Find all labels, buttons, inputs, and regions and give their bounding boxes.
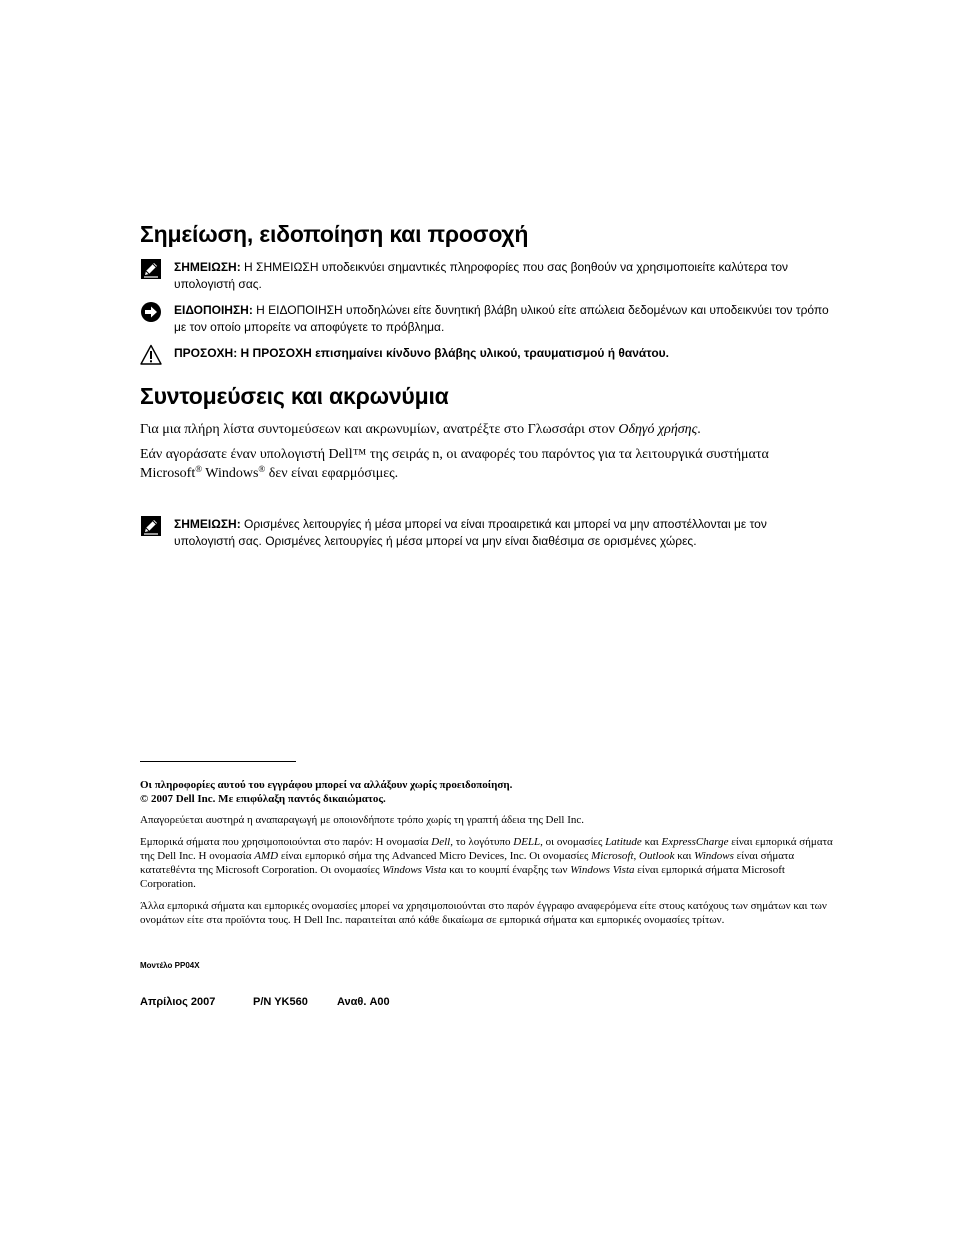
tm-name: Dell — [431, 836, 451, 848]
n-series-paragraph — [140, 445, 830, 483]
note-block-features — [140, 516, 830, 550]
publish-date: Απρίλιος 2007 — [140, 996, 216, 1008]
note-block — [140, 259, 830, 293]
copyright-line: © 2007 Dell Inc. Με επιφύλαξη παντός δικαιώματος. — [140, 793, 386, 805]
tm-text: , — [633, 850, 640, 862]
section-title-abbreviations: Συντομεύσεις και ακρωνύμια — [140, 383, 449, 409]
tm-name: Windows Vista — [382, 864, 447, 876]
tm-text: , το λογότυπο — [450, 836, 514, 848]
note-label: ΣΗΜΕΙΩΣΗ: — [174, 260, 241, 274]
caution-text: Η ΠΡΟΣΟΧΗ επισημαίνει κίνδυνο βλάβης υλικού, τραυματισμού ή θανάτου. — [237, 346, 669, 360]
notice-arrow-icon — [140, 301, 162, 323]
tm-text: και — [674, 850, 695, 862]
tm-text: είναι εμπορικό σήμα της Advanced Micro Devices, Inc. Οι ονομασίες — [278, 850, 592, 862]
note-label: ΣΗΜΕΙΩΣΗ: — [174, 517, 241, 531]
notice-text: Η ΕΙΔΟΠΟΙΗΣΗ υποδηλώνει είτε δυνητική βλάβη υλικού είτε απώλεια δεδομένων και υποδεικνύει τον τρόπο με τον οποίο μπορείτε να αποφύγετε το πρόβλημα. — [174, 303, 829, 334]
part-number: P/N YK560 — [253, 996, 308, 1008]
notice-label: ΕΙΔΟΠΟΙΗΣΗ: — [174, 303, 253, 317]
tm-text: είναι εμπορικά σήματα της Dell Inc. Η ονομασία — [140, 836, 833, 862]
document-footer — [140, 996, 390, 1008]
note-text: Ορισμένες λειτουργίες ή μέσα μπορεί να είναι προαιρετικά και μπορεί να μην αποστέλλονται με τον υπολογιστή σας. Ορισμένες λειτουργίες ή μέσα μπορεί να μην είναι διαθέσιμα σε ορισμένες χώρες. — [174, 517, 767, 548]
tm-name: Outlook — [639, 850, 675, 862]
tm-name: Microsoft — [591, 850, 634, 862]
tm-name: DELL — [513, 836, 541, 848]
reproduction-notice: Απαγορεύεται αυστηρά η αναπαραγωγή με οποιονδήποτε τρόπο χωρίς τη γραπτή άδεια της Dell Inc. — [140, 814, 585, 826]
para2-text-c: δεν είναι εφαρμόσιμες. — [265, 466, 399, 481]
tm-text: , οι ονομασίες — [540, 836, 606, 848]
footnote-divider — [140, 761, 296, 762]
tm-name: ExpressCharge — [661, 836, 729, 848]
users-guide-reference: Οδηγό χρήσης — [618, 422, 698, 437]
para1-end: . — [697, 422, 701, 437]
tm-name: Windows — [694, 850, 734, 862]
para2-text-b: Windows — [202, 466, 259, 481]
section-title-notes: Σημείωση, ειδοποίηση και προσοχή — [140, 221, 529, 247]
caution-label: ΠΡΟΣΟΧΗ: — [174, 346, 238, 360]
revision: Αναθ. A00 — [337, 996, 390, 1008]
para2-text-a: Εάν αγοράσατε έναν υπολογιστή Dell™ της σειράς n, οι αναφορές του παρόντος για τα λειτουργικά συστήματα Microsoft — [140, 447, 769, 481]
model-number: Μοντέλο PP04X — [140, 961, 200, 970]
tm-text: και το κουμπί έναρξης των — [446, 864, 571, 876]
registered-mark: ® — [258, 464, 266, 474]
tm-text: είναι σήματα κατατεθέντα της Microsoft Corporation. Οι ονομασίες — [140, 850, 795, 876]
note-pencil-icon — [140, 258, 162, 280]
tm-text: Εμπορικά σήματα που χρησιμοποιούνται στο παρόν: Η ονομασία — [140, 836, 432, 848]
tm-name: Windows Vista — [570, 864, 635, 876]
tm-name: Latitude — [605, 836, 642, 848]
tm-text: είναι εμπορικά σήματα Microsoft Corporation. — [140, 864, 785, 890]
registered-mark: ® — [195, 464, 203, 474]
tm-name: AMD — [254, 850, 279, 862]
notice-block — [140, 302, 830, 336]
caution-triangle-icon — [140, 344, 162, 366]
para1-text: Για μια πλήρη λίστα συντομεύσεων και ακρωνυμίων, ανατρέξτε στο Γλωσσάρι στον — [140, 422, 619, 437]
note-text: Η ΣΗΜΕΙΩΣΗ υποδεικνύει σημαντικές πληροφορίες που σας βοηθούν να χρησιμοποιείτε καλύτερα τον υπολογιστή σας. — [174, 260, 789, 291]
caution-block — [140, 345, 830, 362]
tm-text: και — [641, 836, 662, 848]
legal-notice-change: Οι πληροφορίες αυτού του εγγράφου μπορεί να αλλάξουν χωρίς προειδοποίηση. — [140, 779, 513, 791]
abbreviations-paragraph — [140, 420, 830, 439]
trademarks-paragraph — [140, 835, 840, 891]
other-trademarks-paragraph: Άλλα εμπορικά σήματα και εμπορικές ονομασίες μπορεί να χρησιμοποιούνται στο παρόν έγγραφο αναφερόμενα είτε στους κατόχους των σημάτων και των ονομάτων είτε στα προϊόντα τους. Η Dell Inc. παραιτείται από κάθε δικαίωμα σε εμπορικά σήματα και εμπορικές ονομασίες τρίτων. — [140, 900, 827, 926]
note-pencil-icon — [140, 515, 162, 537]
